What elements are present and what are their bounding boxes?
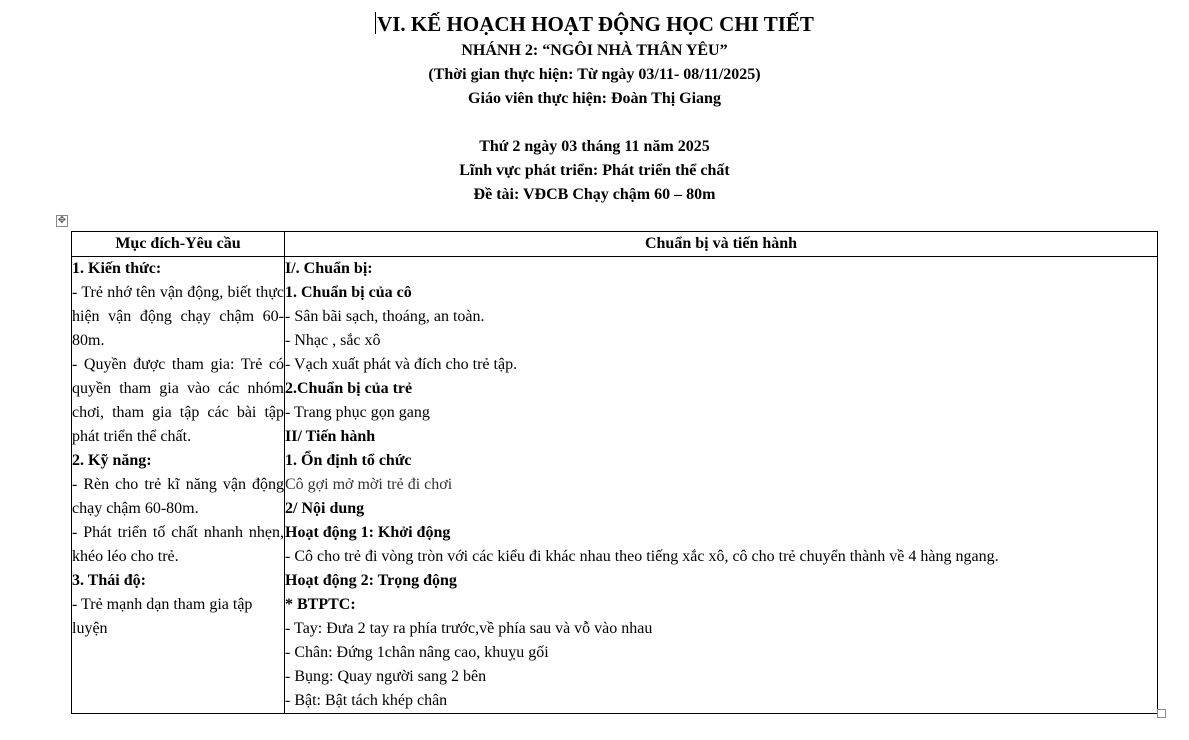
attitude-heading: 3. Thái độ: bbox=[72, 572, 146, 589]
time-range: (Thời gian thực hiện: Từ ngày 03/11- 08/11/2025) bbox=[428, 66, 761, 83]
day-line: Thứ 2 ngày 03 tháng 11 năm 2025 bbox=[479, 138, 710, 155]
subsection-heading: 1. Ổn định tổ chức bbox=[285, 452, 412, 469]
preparation-cell[interactable] bbox=[285, 257, 1158, 714]
list-item: - Nhạc , sắc xô bbox=[285, 332, 381, 349]
activity-heading: Hoạt động 1: Khởi động bbox=[285, 524, 451, 541]
page-title: VI. KẾ HOẠCH HOẠT ĐỘNG HỌC CHI TIẾT bbox=[377, 12, 814, 36]
text-cursor bbox=[375, 12, 376, 34]
table-resize-handle-icon[interactable] bbox=[1157, 709, 1166, 718]
list-item: - Chân: Đứng 1chân nâng cao, khuỵu gối bbox=[285, 644, 549, 661]
table-row bbox=[72, 257, 1158, 714]
topic-line: Đề tài: VĐCB Chạy chậm 60 – 80m bbox=[473, 186, 716, 203]
subsection-heading: 2.Chuẩn bị của trẻ bbox=[285, 380, 413, 397]
knowledge-heading: 1. Kiến thức: bbox=[72, 260, 162, 277]
list-item: - Sân bãi sạch, thoáng, an toàn. bbox=[285, 308, 485, 325]
list-item: - Trẻ mạnh dạn tham gia tập luyện bbox=[72, 596, 253, 637]
list-item: - Cô cho trẻ đi vòng tròn với các kiểu đi khác nhau theo tiếng xắc xô, cô cho trẻ chuyển thành về 4 hàng ngang. bbox=[285, 548, 999, 565]
list-item: - Trẻ nhớ tên vận động, biết thực hiện vận động chạy chậm 60-80m. bbox=[72, 284, 284, 349]
list-item: - Phát triển tố chất nhanh nhẹn, khéo léo cho trẻ. bbox=[72, 524, 284, 565]
skills-heading: 2. Kỹ năng: bbox=[72, 452, 152, 469]
list-item: - Bật: Bật tách khép chân bbox=[285, 692, 448, 709]
column-header-purpose: Mục đích-Yêu cầu bbox=[72, 232, 285, 257]
teacher-line: Giáo viên thực hiện: Đoàn Thị Giang bbox=[468, 90, 721, 107]
section-heading: II/ Tiến hành bbox=[285, 428, 376, 445]
activity-heading: Hoạt động 2: Trọng động bbox=[285, 572, 457, 589]
list-item: - Quyền được tham gia: Trẻ có quyền tham gia vào các nhóm chơi, tham gia tập các bài tập phát triển thể chất. bbox=[72, 356, 284, 445]
table-header-row bbox=[72, 232, 1158, 257]
list-item: - Vạch xuất phát và đích cho trẻ tập. bbox=[285, 356, 518, 373]
branch-title: NHÁNH 2: “NGÔI NHÀ THÂN YÊU” bbox=[461, 42, 728, 59]
table-move-handle-icon[interactable]: ✥ bbox=[57, 215, 67, 226]
subsection-heading: 1. Chuẩn bị của cô bbox=[285, 284, 412, 301]
field-line: Lĩnh vực phát triển: Phát triển thể chất bbox=[459, 162, 730, 179]
list-item: - Bụng: Quay người sang 2 bên bbox=[285, 668, 487, 685]
section-heading: I/. Chuẩn bị: bbox=[285, 260, 373, 277]
purpose-cell[interactable] bbox=[72, 257, 285, 714]
lesson-plan-table bbox=[71, 231, 1158, 714]
list-item: - Trang phục gọn gang bbox=[285, 404, 430, 421]
column-header-preparation: Chuẩn bị và tiến hành bbox=[285, 232, 1158, 257]
list-item: - Rèn cho trẻ kĩ năng vận động chạy chậm 60-80m. bbox=[72, 476, 284, 517]
subsection-heading: 2/ Nội dung bbox=[285, 500, 365, 517]
list-item: Cô gợi mở mời trẻ đi chơi bbox=[285, 476, 453, 493]
exercise-heading: * BTPTC: bbox=[285, 596, 356, 613]
list-item: - Tay: Đưa 2 tay ra phía trước,về phía sau và vỗ vào nhau bbox=[285, 620, 653, 637]
